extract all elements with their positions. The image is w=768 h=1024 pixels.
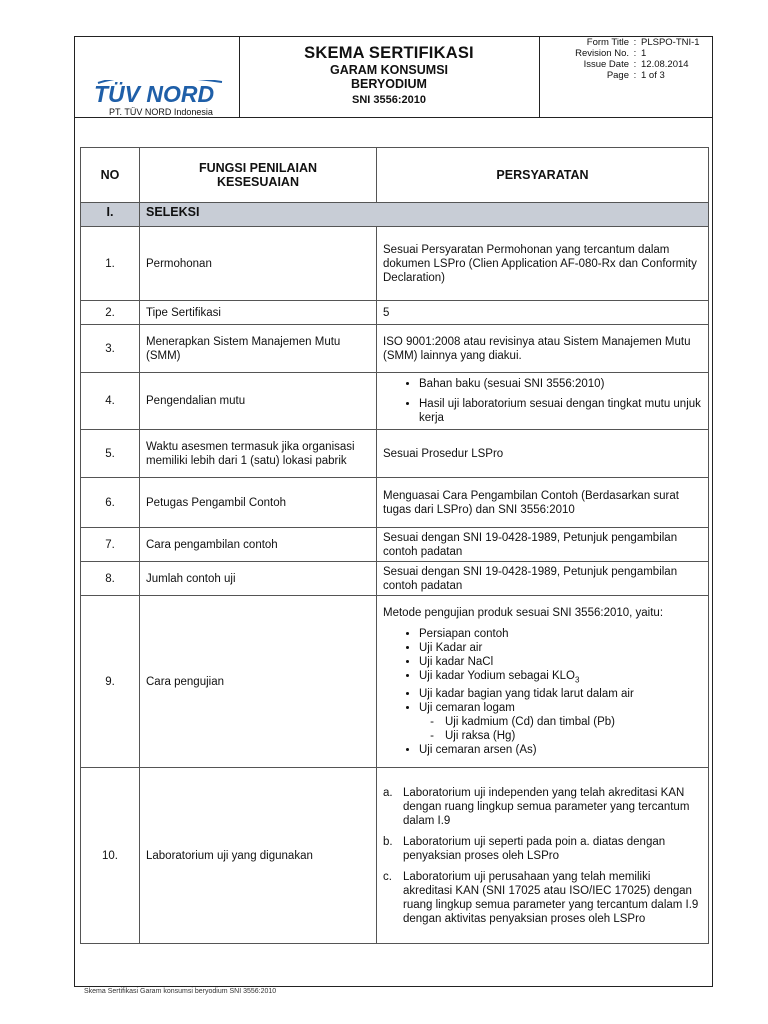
logo-area [74,36,240,117]
company-name: PT. TÜV NORD Indonesia [109,107,213,117]
meta-revision: Revision No. : 1 [575,48,647,59]
list-item: • Hasil uji laboratorium sesuai dengan tingkat mutu unjuk kerja [419,397,702,425]
document-title-block [239,36,540,117]
list-item: • Uji cemaran arsen (As) [419,743,702,757]
header-fungsi: FUNGSI PENILAIAN KESESUAIAN [140,148,377,203]
requirements-table [80,147,709,944]
meta-page: Page : 1 of 3 [606,70,665,81]
list-item: • Uji kadar NaCl [419,655,702,669]
list-item: • Uji Kadar air [419,641,702,655]
header-persyaratan: PERSYARATAN [377,148,709,203]
list-item: • Uji kadar Yodium sebagai $KLO_3$ [419,669,702,687]
document-standard: SNI 3556:2010 [352,94,426,106]
tuv-nord-logo [92,80,227,106]
document-subtitle-1: GARAM KONSUMSI [329,63,449,77]
meta-form-title: Form Title : PLSPO-TNI-1 [586,37,700,48]
table-row: 9. Cara pengujian Metode pengujian produk sesuai SNI 3556:2010, yaitu: • Persiapan contoh • Uji Kadar air • Uji kadar NaCl • Uji kadar Yodium sebagai $KLO_3$ • Uji kadar bagian yang tidak larut dalam air • Uji cemaran logam - Uji kadmium (Cd) dan timbal (Pb) - Uji raksa (Hg) • Uji cemaran arsen (As) [81,596,709,768]
table-row: 4. Pengendalian mutu • Bahan baku (sesuai SNI 3556:2010) • Hasil uji laboratorium sesuai dengan tingkat mutu unjuk kerja [81,373,709,430]
sub-list-item: - Uji raksa (Hg) [445,729,702,743]
section-title: SELEKSI [140,203,709,227]
document-header [74,36,713,118]
list-item: • Uji kadar bagian yang tidak larut dalam air [419,687,702,701]
table-row: 1. Permohonan Sesuai Persyaratan Permohonan yang tercantum dalam dokumen LSPro (Clien Application AF-080-Rx dan Conformity Declaration) [81,227,709,301]
table-row: 5. Waktu asesmen termasuk jika organisasi memiliki lebih dari 1 (satu) lokasi pabrik Sesuai Prosedur LSPro [81,430,709,478]
table-row: 10. Laboratorium uji yang digunakan a. Laboratorium uji independen yang telah akreditasi KAN dengan ruang lingkup semua parameter yang tercantum dalam I.9 b. Laboratorium uji seperti pada poin a. diatas dengan penyaksian proses oleh LSPro c. Laboratorium uji perusahaan yang telah memiliki akreditasi KAN (SNI 17025 atau ISO/IEC 17025) dengan ruang lingkup semua parameter yang tercantum dalam I.9 dengan aktivitas penyaksian proses oleh LSPro [81,768,709,944]
lettered-item: a. Laboratorium uji independen yang telah akreditasi KAN dengan ruang lingkup semua parameter yang tercantum dalam I.9 [383,786,690,827]
table-row: 2. Tipe Sertifikasi 5 [81,301,709,325]
test-method-intro: Metode pengujian produk sesuai SNI 3556:2010, yaitu: [383,606,664,619]
table-header-row [81,148,709,203]
page-footer: Skema Sertifikasi Garam konsumsi beryodium SNI 3556:2010 [84,988,277,995]
table-row: 7. Cara pengambilan contoh Sesuai dengan SNI 19-0428-1989, Petunjuk pengambilan contoh padatan [81,528,709,562]
sub-list [419,715,702,743]
list-item: • Bahan baku (sesuai SNI 3556:2010) [419,377,702,391]
table-row: 3. Menerapkan Sistem Manajemen Mutu (SMM) ISO 9001:2008 atau revisinya atau Sistem Manajemen Mutu (SMM) lainnya yang diakui. [81,325,709,373]
bullet-list [383,377,702,425]
lettered-item: c. Laboratorium uji perusahaan yang telah memiliki akreditasi KAN (SNI 17025 atau ISO/IEC 17025) dengan ruang lingkup semua parameter yang tercantum dalam I.9 dengan aktivitas penyaksian proses oleh LSPro [383,870,699,925]
list-item: • Uji cemaran logam - Uji kadmium (Cd) dan timbal (Pb) - Uji raksa (Hg) [419,701,702,743]
lettered-item: b. Laboratorium uji seperti pada poin a. diatas dengan penyaksian proses oleh LSPro [383,835,666,862]
list-item: • Persiapan contoh [419,627,702,641]
meta-issue-date: Issue Date : 12.08.2014 [583,59,689,70]
document-title: SKEMA SERTIFIKASI [304,44,474,62]
section-number: I. [81,203,140,227]
table-row: 8. Jumlah contoh uji Sesuai dengan SNI 19-0428-1989, Petunjuk pengambilan contoh padatan [81,562,709,596]
sub-list-item: - Uji kadmium (Cd) dan timbal (Pb) [445,715,702,729]
section-row [81,203,709,227]
svg-text:TÜV NORD: TÜV NORD [94,81,215,106]
document-meta [539,36,713,81]
document-subtitle-2: BERYODIUM [351,77,427,91]
test-list [383,627,702,757]
table-row: 6. Petugas Pengambil Contoh Menguasai Cara Pengambilan Contoh (Berdasarkan surat tugas dari LSPro) dan SNI 3556:2010 [81,478,709,528]
header-no: NO [81,148,140,203]
